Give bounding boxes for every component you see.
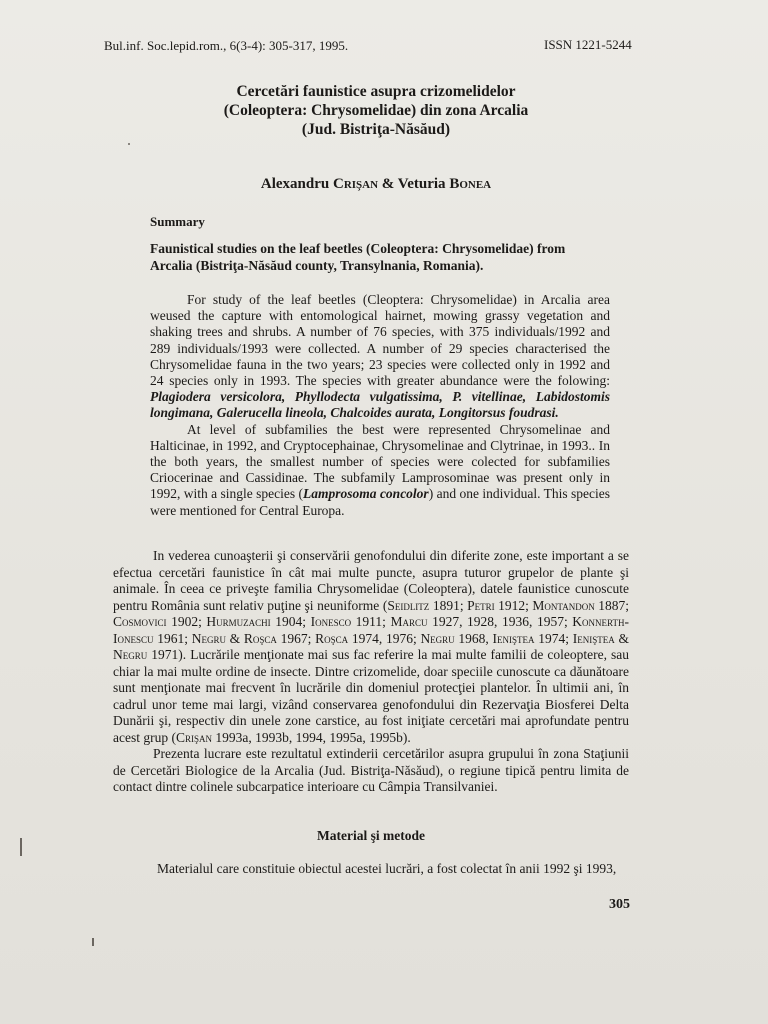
species-name: Lamprosoma concolor [303,486,429,502]
species-list: Plagiodera versicolora, Phyllodecta vulgatissima, P. vitellinae, Labidostomis longimana, Galerucella lineola, Chalcoides aurata, Longitorsus foudrasi. [150,389,610,421]
english-title: Faunistical studies on the leaf beetles (Coleoptera: Chrysomelidae) from Arcalia (Bistriţa-Năsăud county, Transylnania, Romania). [150,241,566,273]
author-family-name: Bonea [449,176,492,192]
body-paragraph: In vederea cunoaşterii şi conservării genofondului din diferite zone, este important a se efectua cercetări faunistice în cât mai multe puncte, asupra tuturor grupelor de plante şi animale. În ceea ce priveşte familia Chrysomelidae (Coleoptera), datele faunistice cunoscute pentru România sunt relativ puţine şi neuniforme (Seidlitz 1891; Petri 1912; Montandon 1887; Cosmovici 1902; Hurmuzachi 1904; Ionesco 1911; Marcu 1927, 1928, 1936, 1957; Konnerth-Ionescu 1961; Negru & Roşca 1967; Roşca 1974, 1976; Negru 1968, Ieniştea 1974; Ieniştea & Negru 1971). Lucrările menţionate mai sus fac referire la mai multe familii de coleoptere, sau chiar la mai multe ordine de insecte. Dintre crizomelide, doar speciile cunoscute ca dăunătoare sunt menţionate mai frecvent în lucrările din domeniul protecţiei plantelor. În ultimii ani, în cadrul unor teme mai largi, vizând conservarea genofondului din Rezervaţia Biosferei Delta Dunării şi, respectiv din unele zone carstice, au fost iniţiate cercetări mai aprofundate pentru acest grup (Crişan 1993a, 1993b, 1994, 1995a, 1995b). [113,548,630,745]
body-paragraph: Prezenta lucrare este rezultatul extinderii cercetărilor asupra grupului în zona Staţiunii de Cercetări Biologice de la Arcalia (Jud. Bistriţa-Năsăud), o regiune tipică pentru limita de contact dintre colinele subcarpatice interioare cu Câmpia Transilvaniei. [113,746,629,794]
issn: ISSN 1221-5244 [544,37,632,52]
author-given-name: Veturia [397,176,446,192]
summary-heading: Summary [150,214,205,229]
article-title [150,82,602,139]
scan-mark [92,938,94,946]
title-line: Cercetări faunistice asupra crizomelidelor [236,83,516,100]
title-line: (Jud. Bistriţa-Năsăud) [301,121,451,138]
scan-mark [128,143,130,145]
methods-text: Materialul care constituie obiectul acestei lucrări, a fost colectat în anii 1992 şi 1993, [157,861,617,876]
authors [150,176,602,193]
abstract-paragraph: At level of subfamilies the best were represented Chrysomelinae and Halticinae, in 1992, and Cryptocephainae, Chrysomelinae and Clytrinae, in 1993.. In the both years, the smallest number of species were colected for subfamilies Criocerinae and Cassidinae. The subfamily Lamprosominae was present only in 1992, with a single species (Lamprosoma concolor) and one individual. This species were mentioned for Central Europa. [150,421,610,518]
introduction [113,548,629,796]
abstract [150,292,610,519]
journal-reference: Bul.inf. Soc.lepid.rom., 6(3-4): 305-317, 1995. [104,38,349,53]
author-given-name: Alexandru [260,176,330,192]
author-family-name: Crişan [332,176,379,192]
abstract-paragraph: For study of the leaf beetles (Cleoptera: Chrysomelidae) in Arcalia area weused the capture with entomological hairnet, mowing grassy vegetation and shaking trees and shrubs. A number of 76 species, with 375 individuals/1992 and 289 individuals/1993 were collected. A number of 29 species characterised the Chrysomelidae fauna in the two years; 23 species were collected only in 1992 and 24 species only in 1993. The species with greater abundance were the folowing: Plagiodera versicolora, Phyllodecta vulgatissima, P. vitellinae, Labidostomis longimana, Galerucella lineola, Chalcoides aurata, Longitorsus foudrasi. [150,292,610,421]
author-conjunction: & [381,176,395,192]
title-line: (Coleoptera: Chrysomelidae) din zona Arcalia [223,102,529,119]
scan-mark [20,838,22,856]
page-number: 305 [609,897,630,912]
section-heading: Material şi metode [317,828,425,843]
